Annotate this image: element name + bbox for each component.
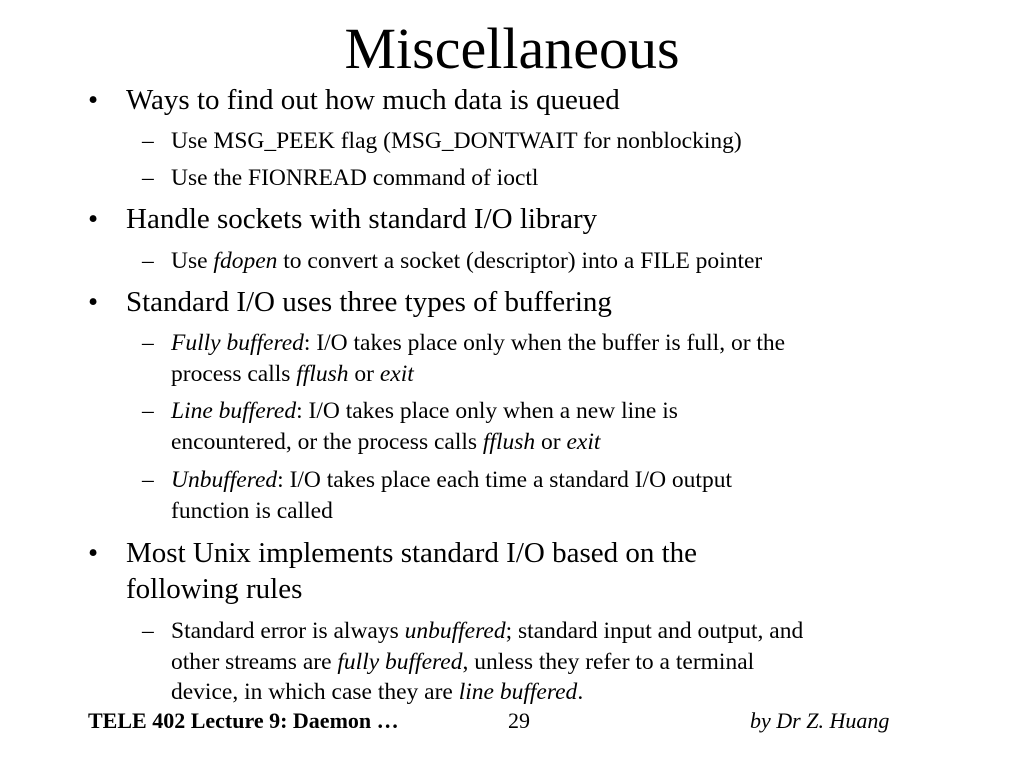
- sub-bullet-line: [171, 677, 951, 708]
- bullet-icon: •: [88, 537, 99, 569]
- sub-bullet-line: [171, 647, 951, 678]
- dash-icon: –: [142, 128, 154, 154]
- sub-bullet-emphasis: fully buffered: [337, 648, 463, 675]
- sub-bullet-text: encountered, or the process calls: [171, 428, 483, 455]
- bullet-item: [88, 82, 946, 118]
- bullet-text-line: Most Unix implements standard I/O based on the: [126, 537, 698, 569]
- dash-icon: –: [142, 618, 154, 644]
- sub-bullet-text: or: [535, 428, 567, 455]
- bullet-text: Handle sockets with standard I/O library: [126, 203, 598, 235]
- sub-bullet-text: .: [577, 679, 584, 705]
- sub-bullet-text: Use the FIONREAD command of ioctl: [171, 165, 539, 191]
- sub-bullet-line: [171, 396, 951, 427]
- sub-bullet-emphasis: Line buffered: [171, 398, 297, 424]
- sub-bullet-item: [142, 616, 951, 708]
- sub-bullet-emphasis: fflush: [296, 360, 349, 387]
- sub-bullet-emphasis: fdopen: [213, 248, 278, 274]
- sub-bullet-item: [142, 465, 951, 526]
- sub-bullet-line: [171, 465, 951, 496]
- sub-bullet-line: function is called: [171, 497, 333, 524]
- sub-bullet-item: [142, 246, 951, 277]
- sub-bullet-text: : I/O takes place only when a new line is: [296, 398, 678, 424]
- bullet-icon: •: [88, 286, 99, 318]
- dash-icon: –: [142, 467, 154, 493]
- bullet-item: [88, 201, 946, 237]
- dash-icon: –: [142, 330, 154, 356]
- bullet-item: [88, 284, 946, 320]
- sub-bullet-text-pre: Use: [171, 248, 214, 274]
- sub-bullet-line: [171, 359, 951, 390]
- slide-title: Miscellaneous: [344, 16, 680, 81]
- sub-bullet-line: [171, 427, 951, 458]
- dash-icon: –: [142, 248, 154, 274]
- bullet-icon: •: [88, 84, 99, 116]
- sub-bullet-emphasis: exit: [566, 428, 601, 455]
- sub-bullet-item: [142, 396, 951, 457]
- sub-bullet-emphasis: Fully buffered: [171, 330, 304, 356]
- sub-bullet-item: [142, 163, 951, 194]
- sub-bullet-item: [142, 126, 951, 157]
- bullet-icon: •: [88, 203, 99, 235]
- footer-page-number: 29: [508, 708, 530, 733]
- sub-bullet-text-post: to convert a socket (descriptor) into a FILE pointer: [277, 248, 763, 274]
- sub-bullet-emphasis: line buffered: [458, 679, 578, 705]
- bullet-text-line: following rules: [126, 573, 303, 605]
- sub-bullet-text: : I/O takes place only when the buffer is full, or the: [303, 330, 786, 356]
- sub-bullet-emphasis: unbuffered: [404, 618, 506, 644]
- sub-bullet-text: , unless they refer to a terminal: [462, 648, 755, 675]
- sub-bullet-line: [171, 616, 951, 647]
- footer-course-title: TELE 402 Lecture 9: Daemon …: [88, 708, 399, 733]
- sub-bullet-item: [142, 328, 951, 389]
- sub-bullet-text: Standard error is always: [171, 618, 405, 644]
- sub-bullet-line: [171, 328, 951, 359]
- sub-bullet-emphasis: fflush: [482, 428, 536, 455]
- bullet-item: [88, 535, 946, 607]
- sub-bullet-emphasis: exit: [379, 360, 414, 387]
- dash-icon: –: [142, 398, 154, 424]
- bullet-text: Ways to find out how much data is queued: [126, 84, 620, 116]
- sub-bullet-text: ; standard input and output, and: [505, 618, 804, 644]
- dash-icon: –: [142, 165, 154, 191]
- sub-bullet-text: other streams are: [171, 648, 338, 675]
- bullet-text: Standard I/O uses three types of buffering: [126, 286, 612, 318]
- sub-bullet-text: process calls: [171, 360, 297, 387]
- sub-bullet-text: : I/O takes place each time a standard I/O output: [277, 467, 732, 493]
- sub-bullet-text: or: [348, 360, 380, 387]
- sub-bullet-text: device, in which case they are: [171, 679, 459, 705]
- sub-bullet-emphasis: Unbuffered: [171, 467, 278, 493]
- sub-bullet-text: Use MSG_PEEK flag (MSG_DONTWAIT for nonblocking): [171, 128, 742, 154]
- footer-author: by Dr Z. Huang: [750, 708, 890, 733]
